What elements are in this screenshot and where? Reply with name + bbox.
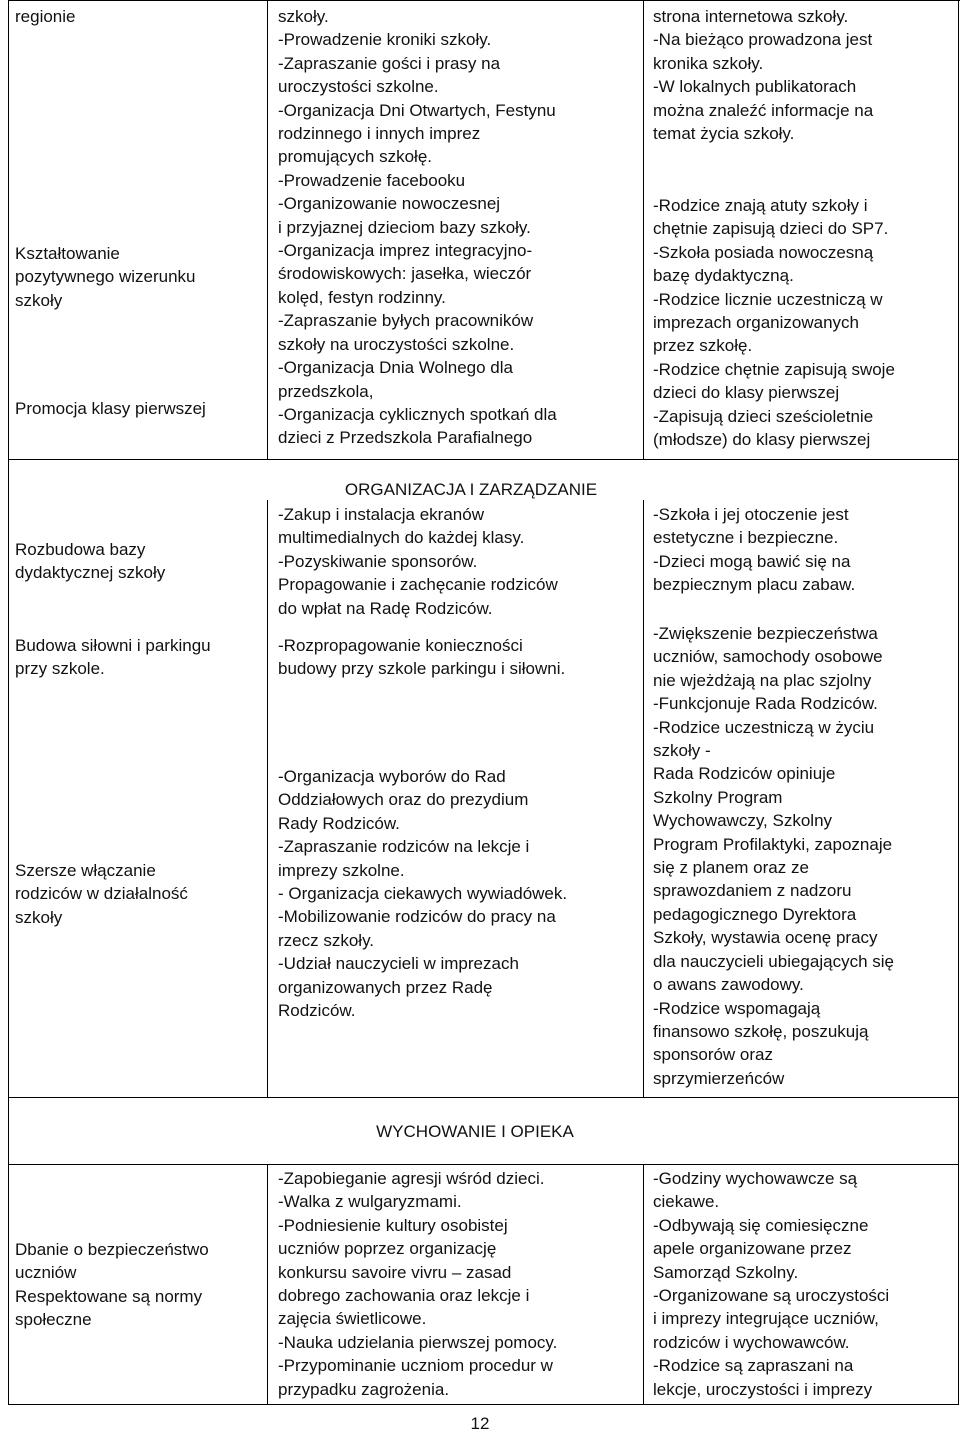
task-line: dobrego zachowania oraz lekcje i [278, 1286, 530, 1306]
result-line: chętnie zapisują dzieci do SP7. [653, 219, 889, 239]
result-line: -Rodzice znają atuty szkoły i [653, 196, 868, 215]
result-line: temat życia szkoły. [653, 124, 795, 144]
row3-area-cell [15, 1238, 265, 1332]
task-line: -Udział nauczycieli w imprezach [278, 954, 519, 974]
result-line: szkoły - [653, 741, 711, 761]
table-border-right [958, 0, 959, 1405]
column-divider-1 [267, 500, 268, 1098]
result-line: bazę dydaktyczną. [653, 266, 794, 286]
row2-results-cell [653, 622, 953, 1090]
task-line: Rodziców. [278, 1001, 356, 1021]
result-line: o awans zawodowy. [653, 975, 804, 995]
result-line: lekcje, uroczystości i imprezy [653, 1379, 873, 1399]
row1-area-cell [15, 397, 265, 420]
column-divider-1 [267, 1164, 268, 1405]
result-line: (młodsze) do klasy pierwszej [653, 430, 871, 450]
result-line: -Dzieci mogą bawić się na [653, 551, 851, 571]
task-line: -Organizacja Dni Otwartych, Festynu [278, 100, 556, 120]
result-line: sprzymierzeńców [653, 1068, 785, 1088]
row-divider [8, 1164, 959, 1165]
row3-tasks-cell [278, 1167, 638, 1401]
task-line: kolęd, festyn rodzinny. [278, 287, 446, 307]
result-line: imprezach organizowanych [653, 313, 859, 333]
task-line: przypadku zagrożenia. [278, 1379, 450, 1399]
task-line: -Organizacja imprez integracyjno- [278, 241, 533, 261]
result-line: -Szkoła posiada nowoczesną [653, 242, 874, 262]
row-divider [8, 459, 959, 460]
page-number: 12 [470, 1414, 490, 1433]
row1-results-cell [653, 194, 953, 451]
task-line: Propagowanie i zachęcanie rodziców [278, 575, 558, 595]
result-line: i imprezy integrujące uczniów, [653, 1309, 879, 1329]
task-line: -Organizowanie nowoczesnej [278, 194, 501, 214]
area-text: rodziców w działalność [15, 884, 188, 904]
table-border-left [8, 0, 9, 1405]
task-line: - Organizacja ciekawych wywiadówek. [278, 884, 568, 904]
result-line: -Organizowane są uroczystości [653, 1286, 890, 1306]
task-line: konkursu savoire vivru – zasad [278, 1262, 512, 1282]
task-line: Oddziałowych oraz do prezydium [278, 790, 529, 810]
task-line: -Zakup i instalacja ekranów [278, 505, 484, 524]
area-text: Dbanie o bezpieczeństwo [15, 1240, 209, 1259]
result-line: Szkolny Program [653, 787, 783, 807]
row1-tasks-cell [278, 5, 638, 450]
area-text: regionie [15, 7, 76, 26]
task-line: -Przypominanie uczniom procedur w [278, 1356, 553, 1376]
row2-results-cell [653, 503, 953, 597]
section-heading: WYCHOWANIE I OPIEKA [376, 1122, 574, 1141]
task-line: Rady Rodziców. [278, 813, 400, 833]
task-line: promujących szkołę. [278, 147, 433, 167]
row2-area-cell [15, 634, 265, 681]
task-line: środowiskowych: jasełka, wieczór [278, 264, 532, 284]
result-line: nie wjeżdżają na plac szjolny [653, 670, 872, 690]
task-line: -Nauka udzielania pierwszej pomocy. [278, 1332, 558, 1352]
result-line: strona internetowa szkoły. [653, 7, 849, 26]
area-text: pozytywnego wizerunku [15, 267, 196, 287]
result-line: można znaleźć informacje na [653, 100, 874, 120]
task-line: -Zapraszanie byłych pracowników [278, 311, 534, 331]
task-line: zajęcia świetlicowe. [278, 1309, 427, 1329]
result-line: -Odbywają się comiesięczne [653, 1215, 869, 1235]
row2-tasks-cell [278, 634, 638, 681]
result-line: kronika szkoły. [653, 53, 764, 73]
task-line: -Podniesienie kultury osobistej [278, 1215, 508, 1235]
row1-area-cell [15, 5, 265, 28]
result-line: -Szkoła i jej otoczenie jest [653, 505, 849, 524]
result-line: sponsorów oraz [653, 1045, 774, 1065]
result-line: -Rodzice są zapraszani na [653, 1356, 854, 1376]
task-line: rodzinnego i innych imprez [278, 124, 481, 144]
result-line: Wychowawczy, Szkolny [653, 811, 833, 831]
row2-tasks-cell [278, 765, 638, 1022]
task-line: -Organizacja Dnia Wolnego dla [278, 358, 513, 378]
result-line: -W lokalnych publikatorach [653, 77, 857, 97]
result-line: się z planem oraz ze [653, 858, 809, 878]
task-line: -Prowadzenie facebooku [278, 170, 466, 190]
result-line: Program Profilaktyki, zapoznaje [653, 834, 893, 854]
row1-results-cell [653, 5, 953, 145]
result-line: -Rodzice uczestniczą w życiu [653, 717, 875, 737]
section-heading: ORGANIZACJA I ZARZĄDZANIE [344, 480, 598, 499]
area-text: szkoły [15, 290, 63, 310]
result-line: Rada Rodziców opiniuje [653, 764, 836, 784]
task-line: dzieci z Przedszkola Parafialnego [278, 428, 533, 448]
task-line: -Zapraszanie gości i prasy na [278, 53, 501, 73]
row2-area-cell [15, 538, 265, 585]
area-text: społeczne [15, 1310, 92, 1330]
result-line: -Na bieżąco prowadzona jest [653, 30, 873, 50]
result-line: Samorząd Szkolny. [653, 1262, 799, 1282]
area-text: uczniów [15, 1263, 77, 1283]
task-line: rzecz szkoły. [278, 930, 375, 950]
task-line: przedszkola, [278, 381, 374, 401]
task-line: -Prowadzenie kroniki szkoły. [278, 30, 492, 50]
result-line: estetyczne i bezpieczne. [653, 528, 839, 548]
task-line: imprezy szkolne. [278, 860, 405, 880]
area-text: dydaktycznej szkoły [15, 563, 166, 583]
result-line: sprawozdaniem z nadzoru [653, 881, 852, 901]
result-line: dla nauczycieli ubiegających się [653, 951, 894, 971]
task-line: -Mobilizowanie rodziców do pracy na [278, 907, 556, 927]
result-line: rodziców i wychowawców. [653, 1332, 850, 1352]
column-divider-2 [643, 0, 644, 460]
area-text: Promocja klasy pierwszej [15, 399, 206, 418]
result-line: -Funkcjonuje Rada Rodziców. [653, 694, 878, 714]
result-line: pedagogicznego Dyrektora [653, 904, 857, 924]
area-text: przy szkole. [15, 659, 105, 679]
area-text: Budowa siłowni i parkingu [15, 636, 211, 655]
row2-area-cell [15, 859, 265, 929]
task-line: organizowanych przez Radę [278, 977, 493, 997]
result-line: przez szkołę. [653, 336, 753, 356]
task-line: -Organizacja wyborów do Rad [278, 767, 506, 786]
area-text: szkoły [15, 907, 63, 927]
task-line: -Zapobieganie agresji wśród dzieci. [278, 1169, 545, 1188]
row-divider [8, 1097, 959, 1098]
task-line: do wpłat na Radę Rodziców. [278, 598, 493, 618]
task-line: -Walka z wulgaryzmami. [278, 1192, 462, 1212]
column-divider-2 [643, 500, 644, 1098]
table-border-bottom [8, 1404, 959, 1405]
row1-area-cell [15, 242, 265, 312]
result-line: -Zapisują dzieci sześcioletnie [653, 406, 874, 426]
row3-results-cell [653, 1167, 953, 1401]
task-line: szkoły. [278, 7, 329, 26]
task-line: budowy przy szkole parkingu i siłowni. [278, 659, 566, 679]
result-line: -Rodzice chętnie zapisują swoje [653, 359, 895, 379]
task-line: i przyjaznej dzieciom bazy szkoły. [278, 217, 531, 237]
column-divider-2 [643, 1164, 644, 1405]
result-line: dzieci do klasy pierwszej [653, 383, 840, 403]
result-line: ciekawe. [653, 1192, 720, 1212]
task-line: uczniów poprzez organizację [278, 1239, 497, 1259]
result-line: bezpiecznym placu zabaw. [653, 575, 856, 595]
task-line: multimedialnych do każdej klasy. [278, 528, 525, 548]
task-line: -Rozpropagowanie konieczności [278, 636, 523, 655]
task-line: -Organizacja cyklicznych spotkań dla [278, 404, 557, 424]
result-line: uczniów, samochody osobowe [653, 647, 883, 667]
result-line: -Zwiększenie bezpieczeństwa [653, 624, 878, 643]
table-border-top [8, 0, 960, 1]
area-text: Szersze włączanie [15, 861, 156, 880]
task-line: -Pozyskiwanie sponsorów. [278, 551, 478, 571]
result-line: -Rodzice licznie uczestniczą w [653, 289, 883, 309]
task-line: szkoły na uroczystości szkolne. [278, 334, 515, 354]
result-line: -Godziny wychowawcze są [653, 1169, 858, 1188]
area-text: Kształtowanie [15, 244, 120, 263]
area-text: Rozbudowa bazy [15, 540, 146, 559]
task-line: uroczystości szkolne. [278, 77, 439, 97]
column-divider-1 [267, 0, 268, 460]
row2-tasks-cell [278, 503, 638, 620]
result-line: Szkoły, wystawia ocenę pracy [653, 928, 878, 948]
result-line: -Rodzice wspomagają [653, 998, 821, 1018]
task-line: -Zapraszanie rodziców na lekcje i [278, 837, 530, 857]
result-line: finansowo szkołę, poszukują [653, 1021, 869, 1041]
result-line: apele organizowane przez [653, 1239, 852, 1259]
area-text: Respektowane są normy [15, 1286, 203, 1306]
